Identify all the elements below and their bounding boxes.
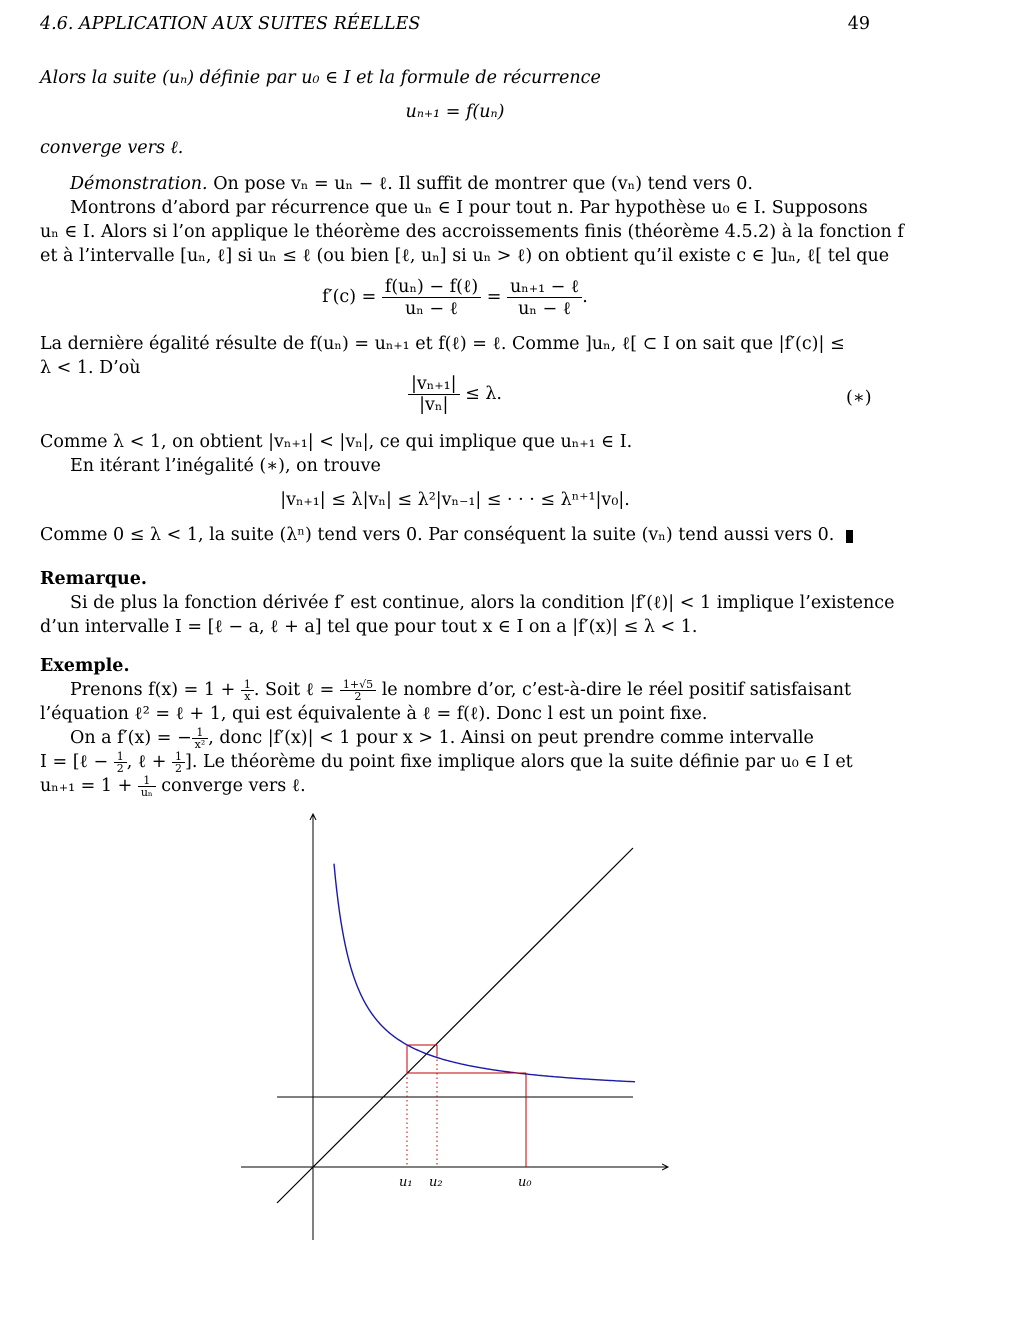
theorem-line-1: Alors la suite (uₙ) définie par u₀ ∈ I et la formule de récurrence <box>40 68 601 88</box>
diagonal-line <box>277 848 633 1203</box>
frac-num: 1 <box>172 751 185 763</box>
remark-line-2: d’un intervalle I = [ℓ − a, ℓ + a] tel que pour tout x ∈ I on a |f′(x)| ≤ λ < 1. <box>40 617 698 637</box>
proof-p5: En itérant l’inégalité (∗), on trouve <box>70 456 381 476</box>
frac-den: 2 <box>175 762 183 775</box>
frac-num: 1 <box>192 727 209 739</box>
example-l4-a: I = [ℓ − <box>40 752 109 772</box>
proof-label: Démonstration. <box>70 174 208 194</box>
proof-p3-line-1: La dernière égalité résulte de f(uₙ) = uₙ₊₁ et f(ℓ) = ℓ. Comme ]uₙ, ℓ[ ⊂ I on sait que |f′(c)| ≤ <box>40 334 845 354</box>
recurrence-formula: uₙ₊₁ = f(uₙ) <box>405 102 505 122</box>
example-title: Exemple. <box>40 656 130 676</box>
eq1-equals: = <box>486 287 502 307</box>
frac-num: 1 <box>138 775 156 787</box>
remark-title: Remarque. <box>40 569 147 589</box>
theorem-line-2: converge vers ℓ. <box>40 138 184 158</box>
proof-p4: Comme λ < 1, on obtient |vₙ₊₁| < |vₙ|, ce qui implique que uₙ₊₁ ∈ I. <box>40 432 633 452</box>
eq1-lhs: f′(c) = <box>322 287 377 307</box>
frac-den: uₙ <box>140 786 153 799</box>
proof-p2-line-2: uₙ ∈ I. Alors si l’on applique le théorème des accroissements finis (théorème 4.5.2) à la fonction f <box>40 222 904 242</box>
frac-den: x <box>244 690 251 703</box>
dotted-guides <box>407 1055 437 1167</box>
label-u1: u₁ <box>399 1175 413 1190</box>
example-l1-c: le nombre d’or, c’est-à-dire le réel positif satisfaisant <box>381 680 852 700</box>
eq2-den: |vₙ| <box>419 395 449 415</box>
proof-p1-text: On pose vₙ = uₙ − ℓ. Il suffit de montrer que (vₙ) tend vers 0. <box>213 174 753 194</box>
frac-num: 1 <box>114 751 127 763</box>
proof-p2-line-3: et à l’intervalle [uₙ, ℓ] si uₙ ≤ ℓ (ou bien [ℓ, uₙ] si uₙ > ℓ) on obtient qu’il existe c ∈ ]uₙ, ℓ[ tel que <box>40 246 890 266</box>
eq1-num-2: uₙ₊₁ − ℓ <box>507 276 582 298</box>
eq1-end: . <box>582 287 588 307</box>
equation-iteration: |vₙ₊₁| ≤ λ|vₙ| ≤ λ²|vₙ₋₁| ≤ · · · ≤ λⁿ⁺¹|v₀|. <box>280 490 630 510</box>
label-u2: u₂ <box>429 1175 443 1190</box>
eq1-den-1: uₙ − ℓ <box>405 299 459 319</box>
proof-p3-line-2: λ < 1. D’où <box>40 358 141 378</box>
example-l5-a: uₙ₊₁ = 1 + <box>40 776 133 796</box>
label-u0: u₀ <box>518 1175 532 1190</box>
eq2-rhs: ≤ λ. <box>465 384 502 404</box>
example-l3-b: , donc |f′(x)| < 1 pour x > 1. Ainsi on peut prendre comme intervalle <box>208 728 814 748</box>
equation-tag-star: (∗) <box>846 388 872 408</box>
example-l3-a: On a f′(x) = − <box>70 728 192 748</box>
cobweb-path <box>407 1045 526 1167</box>
frac-den: 2 <box>354 690 362 703</box>
frac-den: 2 <box>116 762 124 775</box>
example-l4-b: , ℓ + <box>126 752 167 772</box>
proof-p2-line-1: Montrons d’abord par récurrence que uₙ ∈ I pour tout n. Par hypothèse u₀ ∈ I. Supposons <box>70 198 868 218</box>
frac-num: 1+√5 <box>340 679 376 691</box>
example-l5-b: converge vers ℓ. <box>161 776 306 796</box>
example-l1-a: Prenons f(x) = 1 + <box>70 680 236 700</box>
eq2-num: |vₙ₊₁| <box>408 374 460 395</box>
frac-num: 1 <box>241 679 254 691</box>
page-number: 49 <box>847 14 870 34</box>
example-l4-c: ]. Le théorème du point fixe implique alors que la suite définie par u₀ ∈ I et <box>185 752 853 772</box>
eq1-den-2: uₙ − ℓ <box>518 299 572 319</box>
function-curve <box>334 864 635 1082</box>
running-header: 4.6. APPLICATION AUX SUITES RÉELLES <box>40 14 421 34</box>
remark-line-1: Si de plus la fonction dérivée f′ est continue, alors la condition |f′(ℓ)| < 1 implique l’existence <box>70 593 895 613</box>
example-line-2: l’équation ℓ² = ℓ + 1, qui est équivalente à ℓ = f(ℓ). Donc l est un point fixe. <box>40 704 708 724</box>
example-l1-b: . Soit ℓ = <box>253 680 335 700</box>
eq1-num-1: f(uₙ) − f(ℓ) <box>382 276 481 298</box>
proof-p6: Comme 0 ≤ λ < 1, la suite (λⁿ) tend vers 0. Par conséquent la suite (vₙ) tend aussi vers 0. <box>40 525 835 545</box>
frac-den: x² <box>194 738 206 751</box>
